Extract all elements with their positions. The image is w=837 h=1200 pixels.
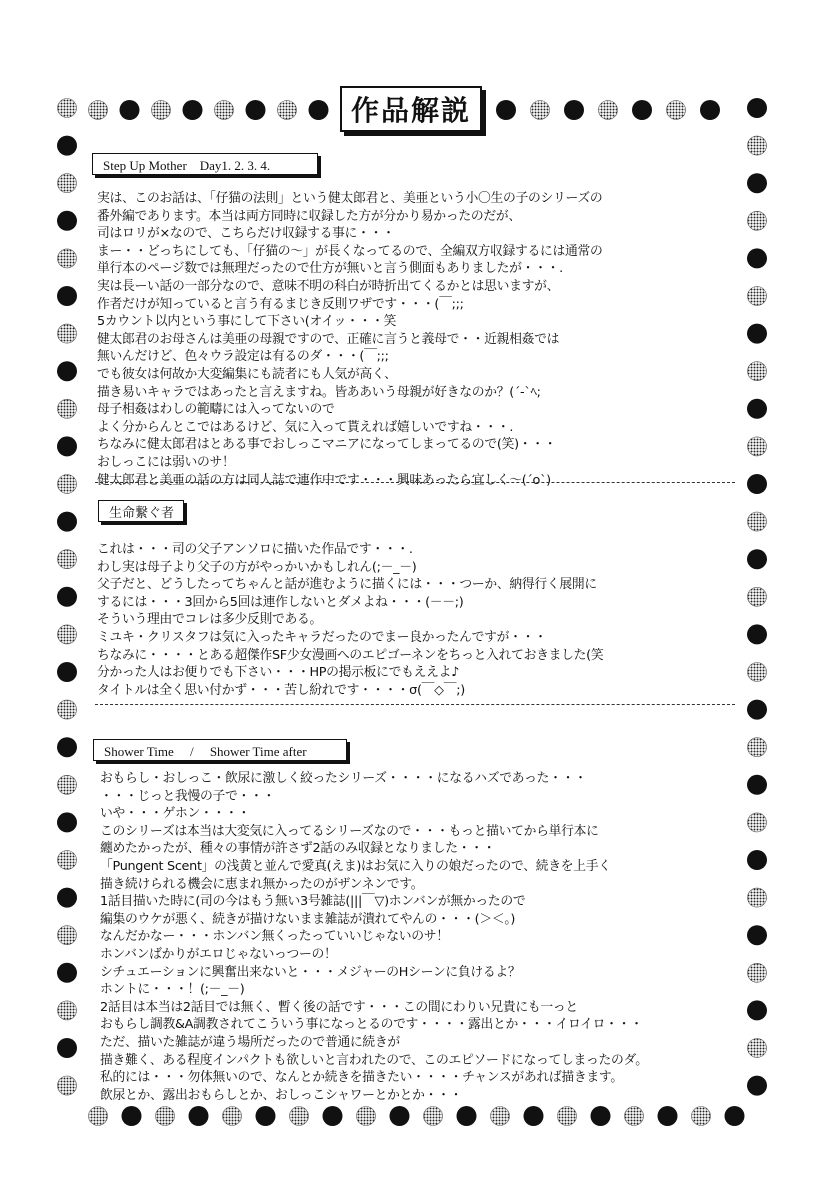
border-dot (747, 474, 767, 494)
border-dot (747, 624, 767, 644)
text-line: 司はロリが×なので、こちらだけ収録する事に・・・ (97, 226, 395, 242)
border-dot (309, 100, 329, 120)
page-title: 作品解説 (350, 94, 471, 127)
border-dot (747, 1076, 767, 1096)
text-line: おもらし調教&A調教されてこういう事になっとるのです・・・・露出とか・・・イロイロ・・・ (100, 1017, 643, 1033)
border-dot (58, 174, 77, 193)
border-dot (290, 1107, 309, 1126)
border-dot (189, 1106, 209, 1126)
text-line: 実は、このお話は、「仔猫の法則」という健太郎君と、美亜という小〇生の子のシリーズの (97, 191, 603, 206)
text-line: 描き難く、ある程度インパクトも欲しいと言われたので、このエピソードになってしまったのダ。 (100, 1052, 648, 1068)
border-dot (748, 362, 767, 381)
section-body-seimei (97, 541, 603, 699)
border-dot (747, 248, 767, 268)
text-line: 5カウント以内という事にして下さい(オイッ・・・笑 (97, 314, 397, 330)
text-line: 母子相姦はわしの範疇には入ってないので (97, 402, 335, 418)
border-dot (89, 101, 108, 120)
text-line: 描き易いキャラではあったと言えますね。皆ああいう母親が好きなのか？(´-`ﾍ; (97, 384, 541, 400)
border-dot (747, 324, 767, 344)
border-dot (89, 1107, 108, 1126)
text-line: ミユキ・クリスタフは気に入ったキャラだったのでまー良かったんですが・・・ (97, 629, 547, 645)
border-dot (748, 512, 767, 531)
page-title-box (340, 86, 482, 132)
text-line: ただ、描いた雑誌が違う場所だったので普通に続きが (100, 1034, 400, 1050)
border-dot (58, 700, 77, 719)
text-line: 父子だと、どうしたってちゃんと話が進むように描くには・・・つーか、納得行く展開に (97, 577, 597, 593)
text-line: ホンバンばかりがエロじゃないっつーの！ (100, 946, 337, 962)
border-dot (57, 211, 77, 231)
border-dot (748, 813, 767, 832)
border-dot (57, 136, 77, 156)
text-line: 2話目は本当は2話目では無く、暫く後の話です・・・この間にわりい兄貴にも一っと (100, 999, 578, 1015)
border-dot (599, 101, 618, 120)
text-line: わし実は母子より父子の方がやっかいかもしれん(;－_－) (97, 559, 417, 575)
section-body-step-up-mother (97, 190, 602, 489)
border-dot (748, 587, 767, 606)
text-line: するには・・・3回から5回は連作しないとダメよね・・・(－－;) (97, 594, 464, 610)
text-line: いや・・・ゲホン・・・・ (100, 806, 250, 822)
text-line: おしっこには弱いのサ！ (97, 454, 235, 470)
border-dot (57, 1038, 77, 1058)
text-line: 単行本のページ数では無理だったので仕方が無いと言う側面もありましたが・・・. (97, 261, 563, 277)
border-dot (747, 98, 767, 118)
text-line: そういう理由でコレは多少反則である。 (97, 612, 322, 628)
border-dot (278, 101, 297, 120)
border-dot (57, 587, 77, 607)
border-dot (700, 100, 720, 120)
border-dot (491, 1107, 510, 1126)
border-dot (152, 101, 171, 120)
border-dot (748, 888, 767, 907)
border-dot (390, 1106, 410, 1126)
border-dot (748, 963, 767, 982)
border-dot (591, 1106, 611, 1126)
border-dot (747, 549, 767, 569)
section-body-shower-time (100, 770, 648, 1104)
border-dot (57, 286, 77, 306)
border-dot (667, 101, 686, 120)
border-dot (57, 512, 77, 532)
border-dot (748, 287, 767, 306)
border-dot (58, 625, 77, 644)
border-dot (57, 662, 77, 682)
border-dot (223, 1107, 242, 1126)
section-separator (95, 482, 735, 483)
border-dot (692, 1107, 711, 1126)
border-dot (57, 436, 77, 456)
border-dot (747, 399, 767, 419)
border-dot (747, 925, 767, 945)
section-label-seimei: 生命繋ぐ者 (98, 500, 184, 522)
border-dot (725, 1106, 745, 1126)
border-dot (246, 100, 266, 120)
border-dot (256, 1106, 276, 1126)
text-line: 実は長ーい話の一部分なので、意味不明の科白が時折出てくるかとは思いますが、 (97, 278, 560, 294)
border-dot (57, 963, 77, 983)
text-line: これは・・・司の父子アンソロに描いた作品です・・・. (97, 542, 413, 557)
border-dot (58, 1001, 77, 1020)
border-dot (57, 737, 77, 757)
text-line: 描き続けられる機会に恵まれ無かったのがザンネンです。 (100, 876, 424, 892)
border-dot (58, 550, 77, 569)
text-line: 1話目描いた時に(司の今はもう無い3号雑誌(|||￣▽)ホンバンが無かったので (100, 894, 526, 910)
border-dot (215, 101, 234, 120)
border-dot (558, 1107, 577, 1126)
border-dot (58, 475, 77, 494)
border-dot (323, 1106, 343, 1126)
text-line: おもらし・おしっこ・飲尿に激しく絞ったシリーズ・・・・になるハズであった・・・ (100, 771, 587, 786)
border-dot (58, 399, 77, 418)
border-dot (747, 775, 767, 795)
border-dot (748, 437, 767, 456)
section-label-step-up-mother: Step Up Mother Day1. 2. 3. 4. (92, 153, 318, 175)
border-dot (747, 1000, 767, 1020)
border-dot (58, 249, 77, 268)
border-dot (748, 136, 767, 155)
text-line: ちなみに・・・・とある超傑作SF少女漫画へのエピゴーネンをちっと入れておきました(笑 (97, 647, 604, 663)
text-line: 飲尿とか、露出おもらしとか、おしっこシャワーとかとか・・・ (100, 1087, 463, 1103)
border-dot (156, 1107, 175, 1126)
border-dot (183, 100, 203, 120)
border-dot (747, 173, 767, 193)
border-dot (58, 99, 77, 118)
border-dot (357, 1107, 376, 1126)
text-line: 健太郎君と美亜の話の方は同人誌で連作中です・・・興味あったら宜しく～(´o`) (97, 472, 551, 488)
text-line: タイトルは全く思い付かず・・・苦し紛れです・・・・σ(￣◇￣;) (97, 682, 465, 698)
border-dot (58, 1076, 77, 1095)
border-dot (625, 1107, 644, 1126)
text-line: なんだかなー・・・ホンバン無くったっていいじゃないのサ！ (100, 929, 449, 945)
text-line: 無いんだけど、色々ウラ設定は有るのダ・・・(￣;;; (97, 349, 389, 365)
border-dot (748, 1039, 767, 1058)
text-line: 作者だけが知っていると言う有るまじき反則ワザです・・・(￣;;; (97, 296, 464, 312)
border-dot (57, 888, 77, 908)
border-dot (120, 100, 140, 120)
text-line: シチュエーションに興奮出来ないと・・・メジャーのHシーンに負けるよ？ (100, 964, 521, 980)
border-dot (524, 1106, 544, 1126)
border-dot (748, 663, 767, 682)
border-dot (531, 101, 550, 120)
text-line: 「Pungent Scent」の浅黄と並んで愛真(えま)はお気に入りの娘だったので、続きを上手く (100, 858, 611, 874)
text-line: でも彼女は何故か大変編集にも読者にも人気が高く、 (97, 366, 397, 382)
border-dot (747, 850, 767, 870)
section-separator (95, 704, 735, 705)
border-dot (457, 1106, 477, 1126)
border-dot (58, 324, 77, 343)
border-dot (632, 100, 652, 120)
border-dot (58, 851, 77, 870)
section-label-shower-time: Shower Time / Shower Time after (93, 739, 347, 761)
border-dot (57, 812, 77, 832)
border-dot (424, 1107, 443, 1126)
text-line: 分かった人はお便りでも下さい・・・HPの掲示板にでもええよ♪ (97, 665, 460, 681)
border-dot (658, 1106, 678, 1126)
text-line: ホントに・・・！(;－_－) (100, 982, 245, 998)
text-line: 編集のウケが悪く、続きが描けないまま雑誌が潰れてやんの・・・(＞＜。) (100, 911, 516, 927)
border-dot (58, 775, 77, 794)
border-dot (748, 211, 767, 230)
text-line: 纏めたかったが、種々の事情が許さず2話のみ収録となりました・・・ (100, 841, 496, 857)
text-line: このシリーズは本当は大変気に入ってるシリーズなので・・・もっと描いてから単行本に (100, 823, 599, 839)
border-dot (747, 700, 767, 720)
border-dot (57, 361, 77, 381)
text-line: ・・・じっと我慢の子で・・・ (100, 788, 275, 804)
border-dot (564, 100, 584, 120)
text-line: まー・・どっちにしても、「仔猫の～」が長くなってるので、全編双方収録するには通常の (97, 243, 603, 259)
border-dot (122, 1106, 142, 1126)
border-dot (58, 926, 77, 945)
text-line: 私的には・・・勿体無いので、なんとか続きを描きたい・・・・チャンスがあれば描きます。 (100, 1070, 623, 1086)
text-line: よく分からんとこではあるけど、気に入って貰えれば嬉しいですね・・・. (97, 419, 514, 435)
text-line: ちなみに健太郎君はとある事でおしっこマニアになってしまってるので(笑)・・・ (97, 437, 557, 453)
text-line: 健太郎君のお母さんは美亜の母親ですので、正確に言うと義母で・・近親相姦では (97, 331, 560, 347)
border-dot (748, 738, 767, 757)
text-line: 番外編であります。本当は両方同時に収録した方が分かり易かったのだが、 (97, 208, 521, 224)
border-dot (496, 100, 516, 120)
